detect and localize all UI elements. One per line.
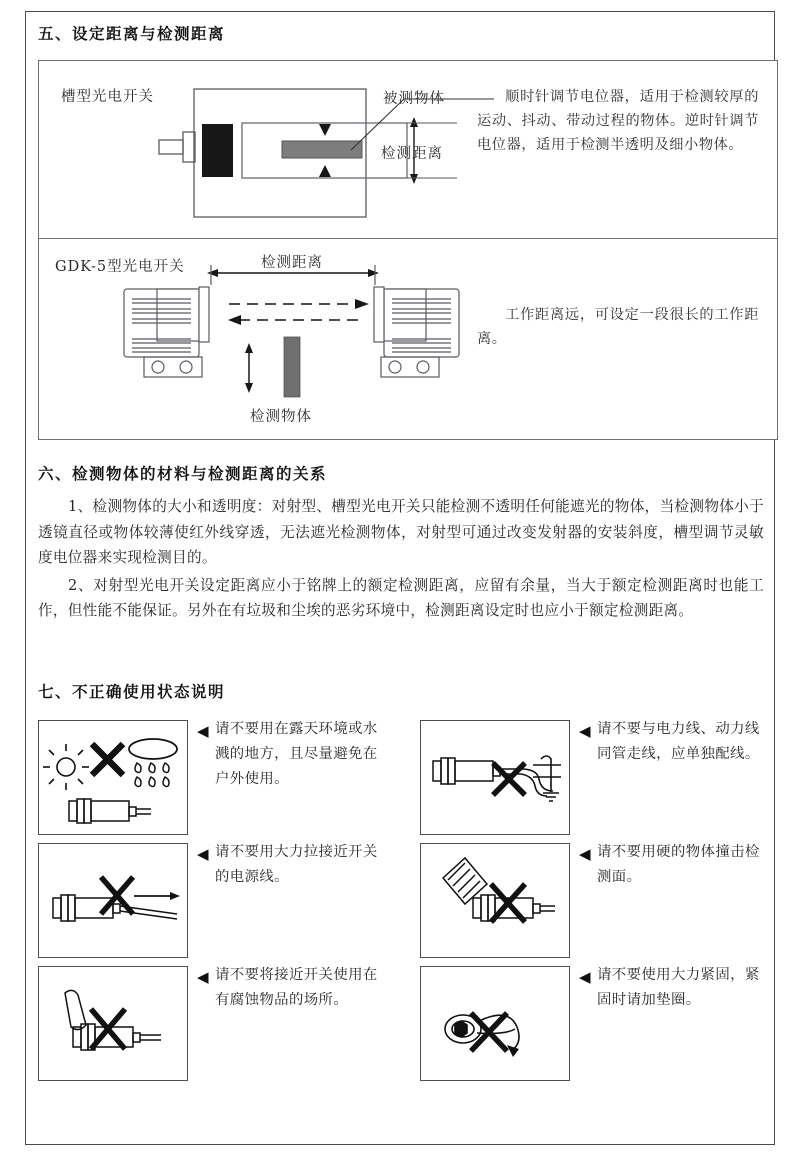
- slot-switch-label: 槽型光电开关: [61, 89, 154, 105]
- no-pull-cable-icon: [38, 843, 188, 958]
- warning-text: 请不要使用大力紧固，紧固时请加垫圈。: [597, 966, 760, 1008]
- warning-item: [420, 720, 764, 835]
- section6-paragraph-2: 2、对射型光电开关设定距离应小于铭牌上的额定检测距离，应留有余量，当大于额定检测距离时也能工作，但性能不能保证。另外在有垃圾和尘埃的恶劣环境中，检测距离设定时也应小于额定检测距离。: [38, 576, 764, 619]
- page-content: [38, 22, 764, 1081]
- diagram-panel-slot-switch: [39, 61, 777, 239]
- section-heading-five: 五、设定距离与检测距离: [38, 25, 226, 43]
- warning-text: 请不要用大力拉接近开关的电源线。: [215, 843, 378, 885]
- warning-item: [38, 720, 420, 835]
- warning-text: 请不要用硬的物体撞击检测面。: [597, 843, 760, 885]
- warning-text: 请不要与电力线、动力线同管走线，应单独配线。: [597, 720, 760, 762]
- detection-distance-callout: 检测距离: [381, 146, 443, 162]
- warning-item: [38, 843, 420, 958]
- gdk5-detection-distance-callout: 检测距离: [261, 255, 323, 271]
- no-overtighten-icon: [420, 966, 570, 1081]
- diagram-box: [38, 60, 778, 440]
- no-power-line-conduit-icon: [420, 720, 570, 835]
- gdk5-note: 工作距离远，可设定一段很长的工作距离。: [477, 307, 759, 347]
- callout-arrow-icon: ◀: [579, 967, 591, 986]
- improper-use-grid: [38, 720, 764, 1081]
- diagram-panel-gdk5: [39, 239, 777, 439]
- section-heading-seven: 七、不正确使用状态说明: [38, 682, 226, 701]
- callout-arrow-icon: ◀: [197, 721, 209, 740]
- callout-arrow-icon: ◀: [579, 844, 591, 863]
- no-hard-impact-icon: [420, 843, 570, 958]
- callout-arrow-icon: ◀: [197, 967, 209, 986]
- warning-text: 请不要用在露天环境或水溅的地方，且尽量避免在户外使用。: [215, 720, 378, 787]
- section-heading-six: 六、检测物体的材料与检测距离的关系: [38, 465, 328, 483]
- warning-item: [420, 843, 764, 958]
- no-outdoor-sun-rain-icon: [38, 720, 188, 835]
- section6-paragraph-1: 1、检测物体的大小和透明度：对射型、槽型光电开关只能检测不透明任何能遮光的物体，当检测物体小于透镜直径或物体较薄使红外线穿透，无法遮光检测物体，对射型可通过改变发射器的安装斜度，槽型调节灵敏度电位器来实现检测目的。: [38, 498, 764, 566]
- gdk5-detected-object-callout: 检测物体: [250, 409, 312, 425]
- warning-item: [420, 966, 764, 1081]
- callout-arrow-icon: ◀: [579, 721, 591, 740]
- detected-object-callout: 被测物体: [383, 91, 445, 107]
- no-corrosive-icon: [38, 966, 188, 1081]
- slot-switch-note: 顺时针调节电位器，适用于检测较厚的运动、抖动、带动过程的物体。逆时针调节电位器，适用于检测半透明及细小物体。: [477, 89, 759, 153]
- warning-item: [38, 966, 420, 1081]
- warning-text: 请不要将接近开关使用在有腐蚀物品的场所。: [215, 966, 378, 1008]
- gdk5-label: GDK-5型光电开关: [55, 259, 185, 275]
- callout-arrow-icon: ◀: [197, 844, 209, 863]
